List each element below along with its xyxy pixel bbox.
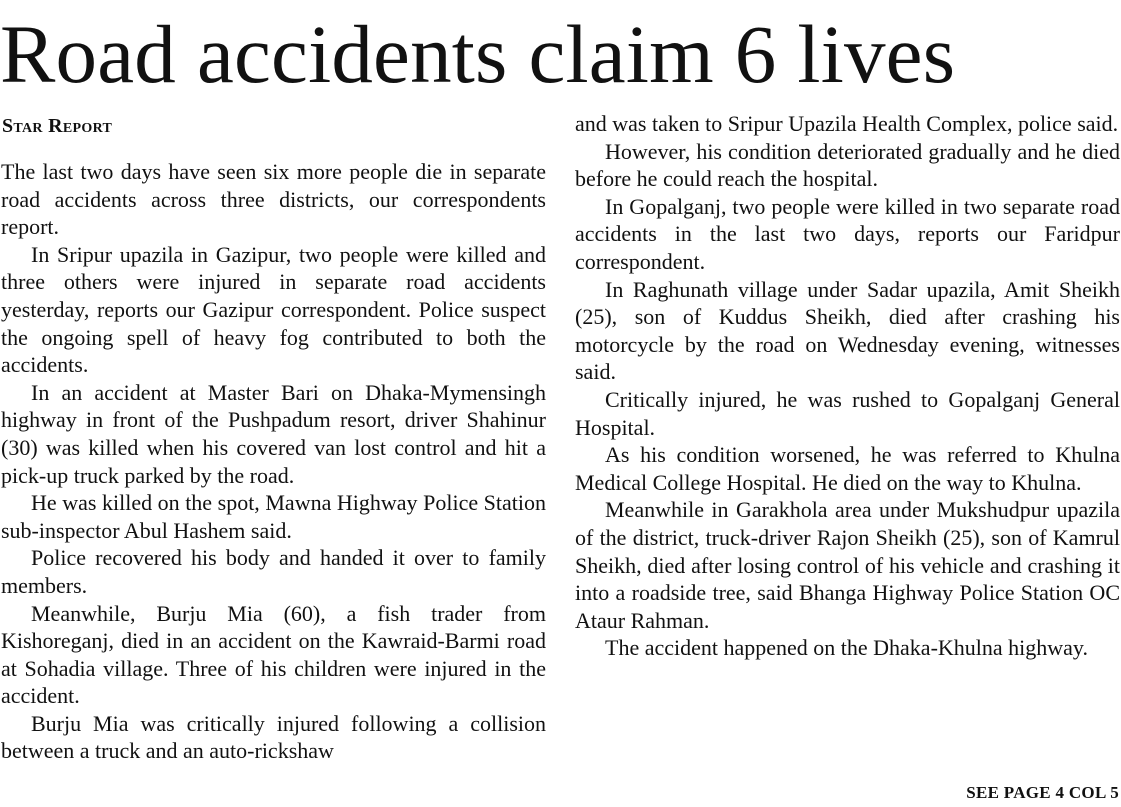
paragraph: Meanwhile in Garakhola area under Mukshudpur upazila of the district, truck-driver Rajon Sheikh (25), son of Kamrul Sheikh, died after losing control of his vehicle and crashing it into a roadside tree, said Bhanga Highway Police Station OC Ataur Rahman. (575, 497, 1120, 633)
paragraph: and was taken to Sripur Upazila Health Complex, police said. (575, 111, 1119, 136)
paragraph: Meanwhile, Burju Mia (60), a fish trader from Kishoreganj, died in an accident on the Kawraid-Barmi road at Sohadia village. Three of his children were injured in the accident. (1, 600, 546, 709)
paragraph: However, his condition deteriorated gradually and he died before he could reach the hospital. (575, 138, 1120, 192)
paragraph: Police recovered his body and handed it over to family members. (1, 545, 546, 598)
jump-line: SEE PAGE 4 COL 5 (966, 783, 1119, 802)
article-column-left (1, 158, 546, 806)
byline: Star Report (2, 115, 113, 137)
article-column-right (575, 110, 1120, 775)
paragraph: In Gopalganj, two people were killed in two separate road accidents in the last two days, reports our Faridpur correspondent. (575, 193, 1120, 274)
headline: Road accidents claim 6 lives (0, 8, 956, 100)
paragraph: Critically injured, he was rushed to Gopalganj General Hospital. (575, 386, 1120, 440)
paragraph: He was killed on the spot, Mawna Highway Police Station sub-inspector Abul Hashem said. (1, 490, 546, 543)
paragraph: Burju Mia was critically injured following a collision between a truck and an auto-rickshaw (1, 710, 546, 764)
paragraph: In Raghunath village under Sadar upazila, Amit Sheikh (25), son of Kuddus Sheikh, died after crashing his motorcycle by the road on Wednesday evening, witnesses said. (575, 276, 1120, 385)
paragraph: In Sripur upazila in Gazipur, two people were killed and three others were injured in separate road accidents yesterday, reports our Gazipur correspondent. Police suspect the ongoing spell of heavy fog contributed to both the accidents. (1, 241, 546, 378)
paragraph: In an accident at Master Bari on Dhaka-Mymensingh highway in front of the Pushpadum resort, driver Shahinur (30) was killed when his covered van lost control and hit a pick-up truck parked by the road. (1, 379, 546, 488)
paragraph: As his condition worsened, he was referred to Khulna Medical College Hospital. He died on the way to Khulna. (575, 442, 1120, 495)
paragraph: The last two days have seen six more people die in separate road accidents across three districts, our correspondents report. (1, 159, 546, 240)
paragraph: The accident happened on the Dhaka-Khulna highway. (605, 635, 1089, 661)
